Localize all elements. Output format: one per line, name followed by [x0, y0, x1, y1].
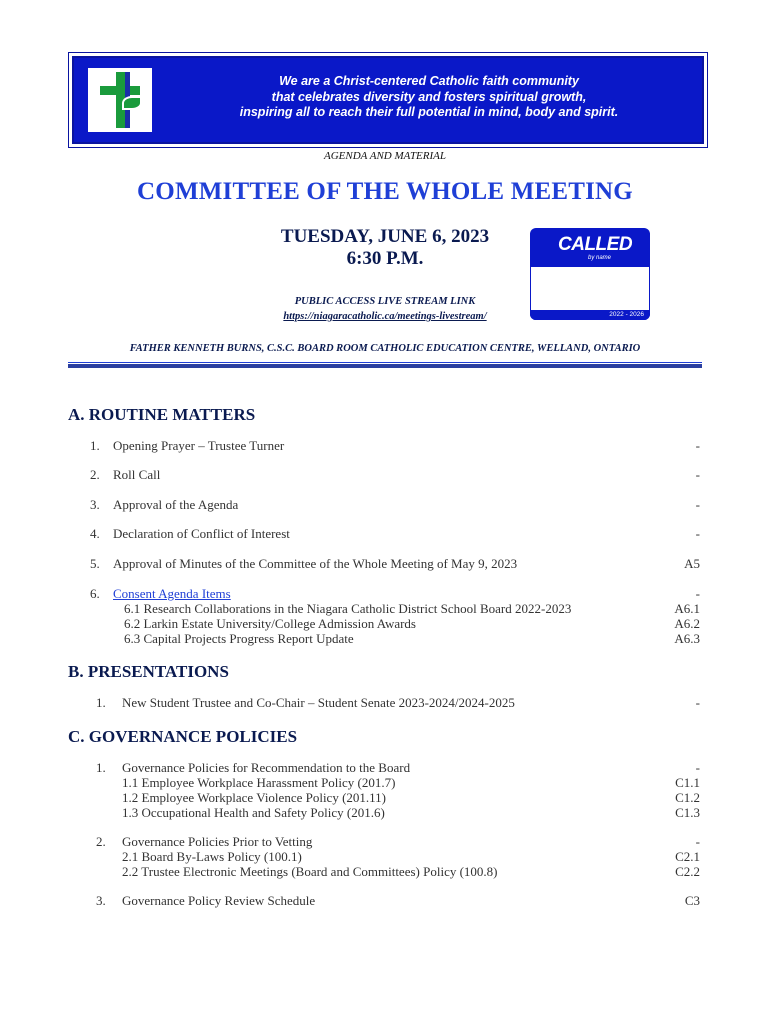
called-by-name-badge	[530, 228, 650, 320]
agenda-item: Roll Call	[113, 467, 161, 482]
consent-agenda-link[interactable]: Consent Agenda Items	[113, 586, 231, 601]
sub-item: 6.2 Larkin Estate University/College Admission Awards	[124, 616, 416, 631]
date-line: TUESDAY, JUNE 6, 2023	[280, 226, 490, 247]
sub-item: 6.3 Capital Projects Progress Report Update	[124, 631, 354, 646]
item-code: -	[695, 695, 700, 710]
divider	[68, 362, 702, 368]
item-code: C2.2	[675, 864, 700, 879]
item-code: -	[695, 438, 700, 453]
item-code: C3	[684, 893, 700, 908]
item-code: C2.1	[675, 849, 700, 864]
item-code: C1.1	[675, 775, 700, 790]
meeting-location: FATHER KENNETH BURNS, C.S.C. BOARD ROOM CATHOLIC EDUCATION CENTRE, WELLAND, ONTARIO	[129, 343, 641, 354]
section-heading-routine-matters: A. ROUTINE MATTERS	[68, 405, 256, 424]
item-code: -	[695, 760, 700, 775]
badge-wordmark: CALLED	[558, 234, 633, 255]
item-number: 5.	[90, 556, 100, 571]
item-number: 1.	[96, 695, 106, 710]
mission-banner	[72, 56, 704, 144]
mission-line: inspiring all to reach their full potential in mind, body and spirit.	[239, 105, 619, 119]
item-code: -	[695, 586, 700, 601]
sub-item: 1.2 Employee Workplace Violence Policy (201.11)	[122, 790, 387, 805]
sub-item: 1.1 Employee Workplace Harassment Policy (201.7)	[122, 775, 396, 790]
livestream-link[interactable]: https://niagaracatholic.ca/meetings-livestream/	[283, 311, 487, 322]
page-title: COMMITTEE OF THE WHOLE MEETING	[137, 178, 633, 205]
item-number: 1.	[96, 760, 106, 775]
agenda-item: Governance Policies Prior to Vetting	[122, 834, 313, 849]
agenda-item: Approval of Minutes of the Committee of the Whole Meeting of May 9, 2023	[113, 556, 518, 571]
sub-item: 2.1 Board By-Laws Policy (100.1)	[122, 849, 302, 864]
mission-line: We are a Christ-centered Catholic faith community	[279, 74, 579, 88]
item-number: 2.	[90, 467, 100, 482]
meeting-date	[230, 226, 540, 270]
agenda-item: Opening Prayer – Trustee Turner	[113, 438, 285, 453]
sub-item: 1.3 Occupational Health and Safety Policy (201.6)	[122, 805, 385, 820]
item-code: -	[695, 467, 700, 482]
item-number: 3.	[90, 497, 100, 512]
badge-years: 2022 - 2026	[530, 310, 650, 320]
stream-label: PUBLIC ACCESS LIVE STREAM LINK	[294, 296, 476, 307]
cross-leaf-logo-icon	[88, 68, 152, 132]
agenda-item: Approval of the Agenda	[113, 497, 239, 512]
item-code: -	[695, 526, 700, 541]
agenda-item: Governance Policies for Recommendation to the Board	[122, 760, 411, 775]
sub-item: 2.2 Trustee Electronic Meetings (Board and Committees) Policy (100.8)	[122, 864, 498, 879]
section-heading-governance-policies: C. GOVERNANCE POLICIES	[68, 727, 298, 746]
item-code: C1.2	[675, 790, 700, 805]
agenda-item: New Student Trustee and Co-Chair – Student Senate 2023-2024/2024-2025	[122, 695, 515, 710]
item-code: -	[695, 497, 700, 512]
time-line: 6:30 P.M.	[346, 248, 424, 269]
item-number: 3.	[96, 893, 106, 908]
section-heading-presentations: B. PRESENTATIONS	[68, 662, 229, 681]
agenda-label: AGENDA AND MATERIAL	[323, 150, 446, 162]
agenda-item: Governance Policy Review Schedule	[122, 893, 316, 908]
item-code: A6.3	[674, 631, 700, 646]
item-number: 6.	[90, 586, 100, 601]
item-code: A5	[684, 556, 700, 571]
item-code: A6.2	[674, 616, 700, 631]
agenda-item: Declaration of Conflict of Interest	[113, 526, 290, 541]
sub-item: 6.1 Research Collaborations in the Niagara Catholic District School Board 2022-2023	[124, 601, 572, 616]
mission-statement	[169, 74, 689, 121]
item-number: 4.	[90, 526, 100, 541]
badge-tagline: by name	[588, 255, 612, 261]
item-number: 2.	[96, 834, 106, 849]
item-number: 1.	[90, 438, 100, 453]
item-code: -	[695, 834, 700, 849]
item-code: A6.1	[674, 601, 700, 616]
mission-line: that celebrates diversity and fosters spiritual growth,	[271, 89, 587, 104]
item-code: C1.3	[675, 805, 700, 820]
